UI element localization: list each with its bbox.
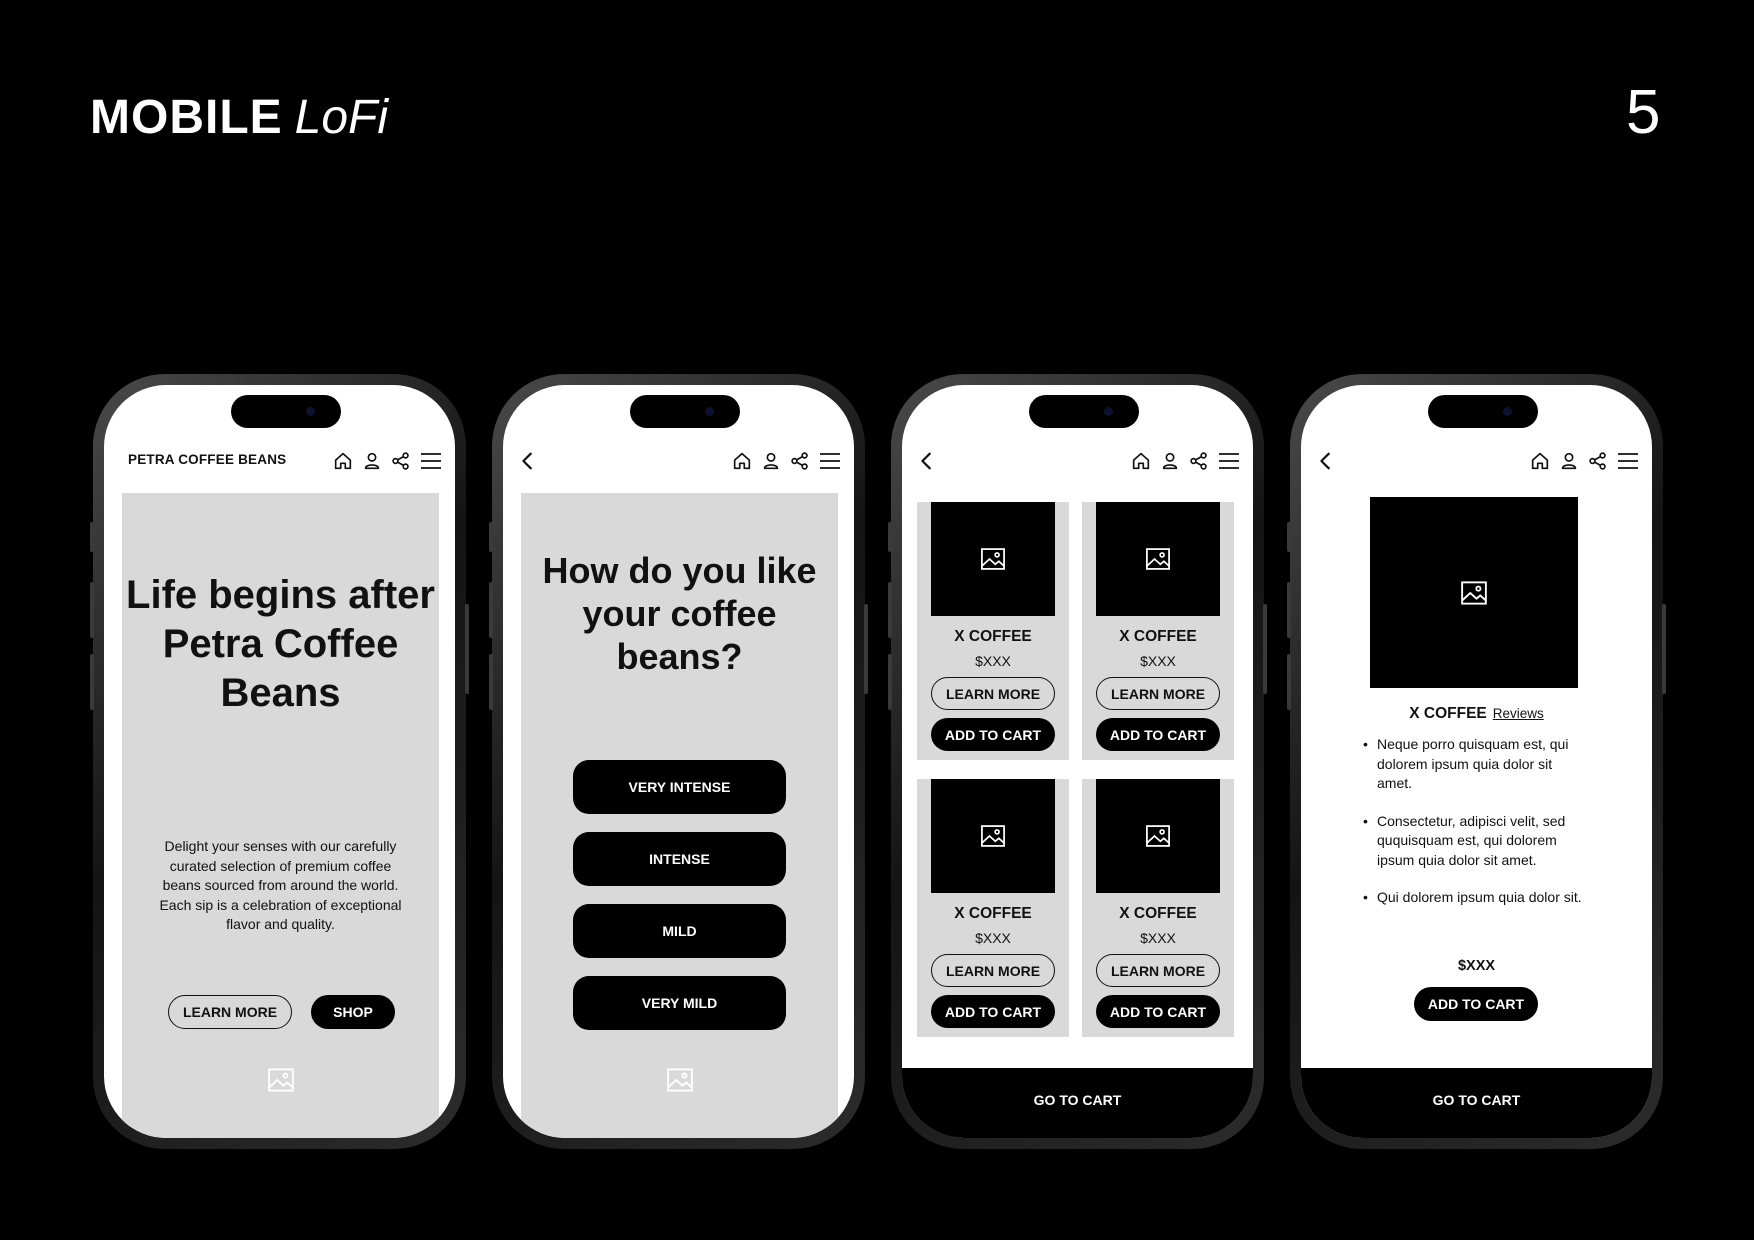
menu-icon[interactable] (419, 449, 443, 473)
product-price: $XXX (1140, 653, 1176, 669)
back-icon[interactable] (1315, 449, 1337, 473)
add-to-cart-button[interactable]: ADD TO CART (1096, 995, 1220, 1028)
product-price: $XXX (975, 653, 1011, 669)
dynamic-island (1428, 395, 1538, 428)
dynamic-island (1029, 395, 1139, 428)
product-price: $XXX (975, 930, 1011, 946)
image-placeholder-icon (979, 545, 1007, 573)
add-to-cart-button[interactable]: ADD TO CART (1096, 718, 1220, 751)
product-card[interactable] (917, 502, 1069, 760)
learn-more-button[interactable]: LEARN MORE (1096, 677, 1220, 710)
home-icon[interactable] (332, 450, 354, 472)
nav-bar (1301, 443, 1652, 479)
phone-home (93, 374, 466, 1149)
product-price: $XXX (1457, 958, 1496, 974)
shop-button[interactable]: SHOP (311, 995, 395, 1029)
product-image[interactable] (1096, 779, 1220, 893)
slide-title-italic: LoFi (294, 91, 389, 144)
share-icon[interactable] (789, 450, 811, 472)
home-icon[interactable] (1529, 450, 1551, 472)
dynamic-island (231, 395, 341, 428)
description-bullet: • Neque porro quisquam est, qui dolorem ipsum quia dolor sit amet. (1377, 735, 1587, 794)
product-name: X COFFEE (1119, 905, 1197, 922)
screen-home (104, 385, 455, 1138)
product-image[interactable] (931, 502, 1055, 616)
learn-more-button[interactable]: LEARN MORE (168, 995, 292, 1029)
back-icon[interactable] (517, 449, 539, 473)
share-icon[interactable] (390, 450, 412, 472)
product-card[interactable] (1082, 502, 1234, 760)
image-placeholder-icon (1144, 545, 1172, 573)
menu-icon[interactable] (1616, 449, 1640, 473)
user-icon[interactable] (1558, 450, 1580, 472)
preference-panel (521, 493, 838, 1138)
option-mild[interactable]: MILD (573, 904, 786, 958)
brand-name[interactable]: PETRA COFFEE BEANS (128, 452, 287, 467)
product-card[interactable] (1082, 779, 1234, 1037)
user-icon[interactable] (760, 450, 782, 472)
product-price: $XXX (1140, 930, 1176, 946)
description-bullet: • Qui dolorem ipsum quia dolor sit. (1377, 888, 1587, 908)
slide-title-bold: MOBILE (90, 91, 283, 144)
product-name: X COFFEE (1409, 705, 1487, 722)
product-name: X COFFEE (1119, 628, 1197, 645)
screen-preference (503, 385, 854, 1138)
user-icon[interactable] (361, 450, 383, 472)
hero-title: Life begins after Petra Coffee Beans (126, 573, 435, 715)
add-to-cart-button[interactable]: ADD TO CART (931, 995, 1055, 1028)
learn-more-button[interactable]: LEARN MORE (1096, 954, 1220, 987)
phone-preference (492, 374, 865, 1149)
option-very-mild[interactable]: VERY MILD (573, 976, 786, 1030)
product-name: X COFFEE (954, 905, 1032, 922)
add-to-cart-button[interactable]: ADD TO CART (931, 718, 1055, 751)
learn-more-button[interactable]: LEARN MORE (931, 677, 1055, 710)
go-to-cart-button[interactable]: GO TO CART (902, 1068, 1253, 1138)
menu-icon[interactable] (818, 449, 842, 473)
preference-question: How do you like your coffee beans? (542, 550, 817, 677)
image-placeholder-icon (1459, 578, 1489, 608)
product-name: X COFFEE (954, 628, 1032, 645)
option-very-intense[interactable]: VERY INTENSE (573, 760, 786, 814)
screen-products (902, 385, 1253, 1138)
product-image[interactable] (931, 779, 1055, 893)
back-icon[interactable] (916, 449, 938, 473)
nav-bar (104, 443, 455, 479)
page-number: 5 (1626, 78, 1661, 147)
image-placeholder-icon (979, 822, 1007, 850)
phone-products (891, 374, 1264, 1149)
image-placeholder-icon (665, 1065, 695, 1095)
reviews-link[interactable]: Reviews (1492, 706, 1544, 721)
nav-bar (902, 443, 1253, 479)
dynamic-island (630, 395, 740, 428)
product-image[interactable] (1370, 497, 1578, 688)
share-icon[interactable] (1188, 450, 1210, 472)
product-header (1301, 705, 1652, 723)
menu-icon[interactable] (1217, 449, 1241, 473)
description-bullet: • Consectetur, adipisci velit, sed ququisquam est, qui dolorem ipsum quia dolor sit amet. (1377, 812, 1587, 871)
learn-more-button[interactable]: LEARN MORE (931, 954, 1055, 987)
product-description-list (1377, 735, 1587, 926)
add-to-cart-button[interactable]: ADD TO CART (1414, 987, 1538, 1021)
image-placeholder-icon (1144, 822, 1172, 850)
product-card[interactable] (917, 779, 1069, 1037)
hero-description: Delight your senses with our carefully curated selection of premium coffee beans sourced from around the world. Each sip is a celebration of exceptional flavor and quality. (159, 838, 402, 932)
share-icon[interactable] (1587, 450, 1609, 472)
product-image[interactable] (1096, 502, 1220, 616)
home-icon[interactable] (731, 450, 753, 472)
home-icon[interactable] (1130, 450, 1152, 472)
user-icon[interactable] (1159, 450, 1181, 472)
go-to-cart-button[interactable]: GO TO CART (1301, 1068, 1652, 1138)
hero-panel (122, 493, 439, 1138)
option-intense[interactable]: INTENSE (573, 832, 786, 886)
image-placeholder-icon (266, 1065, 296, 1095)
slide-title (90, 88, 388, 148)
phone-product-detail (1290, 374, 1663, 1149)
nav-bar (503, 443, 854, 479)
screen-product-detail (1301, 385, 1652, 1138)
